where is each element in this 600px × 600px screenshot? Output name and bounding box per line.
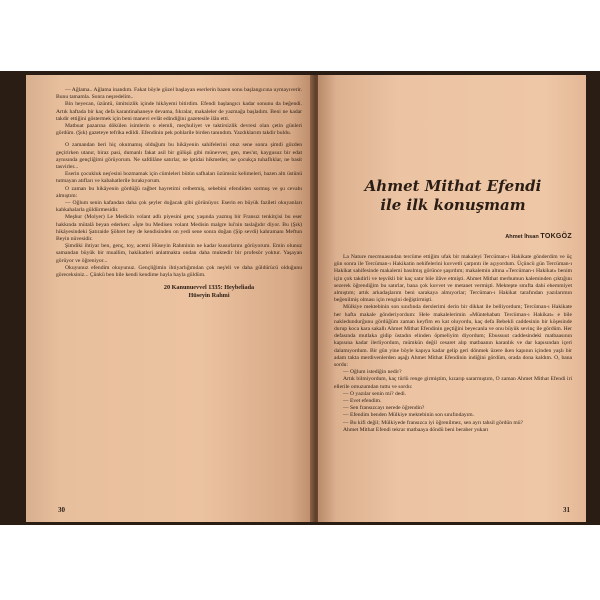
article-title-line-1: Ahmet Mithat Efendi (364, 177, 542, 195)
article-title-line-2: ile ilk konuşmam (380, 196, 526, 214)
paragraph: — O yazılar senin mi? dedi. (343, 390, 407, 397)
paragraph: — Evet efendim. (343, 398, 382, 405)
paragraph: — Efendim benden Mülkiye mektebinin son sınıfındayım. (343, 412, 474, 419)
page-number-right: 31 (563, 506, 570, 514)
paragraph: Mülkiye mektebinin son sınıfında derslerimi derin bir dikkat ile belliyordum; Tercüman-ı Hakikate her hafta makale gönderiyordum: Hele makalelerimin «Müntehabatı Tercüman-ı Hakikat» e bile nakledundurğunu gördüğüm zaman keyfim en kat oluyordu, kaç defa Bebekli caddesinin bir köşesinde durup koca kara sakallı Ahmet Mithat Efendinin geçtiğini beyecanla ve onu büyük sevinç ile gördüm. Her defasında mutlaka gidip üstadın elinden öpmeliyim diyordum; Ebussuut caddesindeki matbaasının kapısına kadar ilerliyordum, mümkün değil cesaret alıp matbaanın karanlık ve dar kapısından içeri dalamıyordum. Bir gün yine böyle kapıya kadar gelip geri dönmek üzere iken kapının içinden yaşlı bir adam takta merdivenlerden aşağı Ahmet Mithat Efendinin indiğini gördüm, orada dona kaldım. O, bana sordu: (334, 304, 572, 369)
left-page-upper-text (56, 87, 302, 137)
author-last-name: TOKGÖZ (540, 233, 572, 240)
paragraph: — Ağlama.. Ağlama inandım. Fakat böyle güzel başlayan eserlerin bazen sonu başlangıcına uymayıverir. Bunu tamamla. Sonra neşredelim.. (56, 87, 302, 101)
paragraph: Ahmet Mithat Efendi tekrar matbaaya döndü beni beraber yukarı (343, 426, 489, 433)
paragraph: — Bu kifi değil; Mülkiyede fransızca iyi öğrenilmez, sen ayrı tahsil gördün mü? (343, 419, 524, 426)
article-body (334, 254, 572, 434)
paragraph: O zamandan beri hiç okumamış olduğum bu hikâyenin sahifelerini otuz sene sonra şimdi gözden geçirirken utanır, biraz pasi, dumanlı fakat asil bir gülüşü gibi münevver, gen, mes'ut, kaygusuz bir edat aynısında gençliğimi görüyorum. Ne safdilâne satırlar, ne iptidai hikmetler, ne çocukça tuhaflıklar, ne basit tasvirler... (56, 142, 302, 171)
paragraph: — Oğlum istediğin nedir? (343, 369, 402, 376)
paragraph: O zaman bu hikâyenin gördüğü rağbet hayretimi celbetmiş, sebebini efendiden sormuş ve şu cevabı almıştım: (56, 185, 302, 199)
paragraph: Bin heyecan, üzüntü, ümitsizlik içinde hikâyemi bitirdim. Efendi başlangıcı kadar sonunu da beğendi. Artık haftada bir kaç defa karantinahaneye devama, fıkralar, makaleler de yazmağa başladım. Beni ne kadar takdir ettiğini göstermek için beni manevi evlât edindiğini gazetesile ilân etti. (56, 101, 302, 122)
article-title (334, 177, 572, 215)
paragraph: La Nature mecmuasından tercüme ettiğim ufak bir makaleyi Tercüman-ı Hakikate gönderdim ve üç gün sonra ile Tercüman-ı Hakikatin nehifelerini kuvvetli çarpıntı ile açıyordum. Üçüncü gün Tercüman-ı Hakikat sahifesinde makalemi basılmış görünce şaşırdım; makalemin altına «Tercüman-ı Hakikat» benim için çok takdirli ve teşvikli bir kaç satır bile ilâve etmişti. Ahmet Mithat merhumun kaleminden çıktığını sezerek öğrendiğim bu satırlar, bana çok kuvvet ve metanet vermişti. Mektepte smıfta dahi ehemmiyet almıştım; artık arkadaşlarım beni sarakaya almıyorlar; Tercüman-ı Hakikat tarafından yazılarımın beğenilmiş olması için rengini değiştirmişti. (334, 254, 572, 304)
paragraph: Eserin çocukluk neş'esini bozmamak için cümleleri bütün safhaları üzümsüz kelimeleri, bazen altı üstünü tutmayan atıfları ve kabahatlerile bırakıyorum. (56, 171, 302, 185)
author-first-name: Ahmet İhsan (505, 234, 539, 240)
signature-name: Hüseyin Rahmi (188, 292, 230, 300)
paragraph: Matbuat pazarına dökülen isimlerin o elemli, meçhuliyet ve taktirsizlik devresi olan çetin günleri gördüm. (Şık) gazeteye tefrika edildi. Efendinin pek pohlarile birden tanındım. Yazdıklarım takdir buldu. (56, 123, 302, 137)
left-page-lower-text (56, 142, 302, 279)
page-number-left: 30 (58, 506, 65, 514)
paragraph: Artık bilmiyordum, kaç türlü renge girmiştim, kızarıp sararmıştım, O zaman Ahmet Mithat Efendi iri ellerile omuzumdan tuttu ve sordu: (334, 376, 572, 390)
paragraph: — Oğlum senin kafandan daha çok şeyler doğacak gibi görünüyor. Eserin en büyük fazileti okuyanları kahkahalarla güldürmesidir. (56, 200, 302, 214)
signature-date: 20 Kanunuevvel 1335: Heybeliada (163, 284, 255, 292)
left-page (26, 75, 314, 522)
right-page (318, 75, 586, 522)
paragraph: Meşhur (Molyer) Le Medicin volant adlı piyesini genç yaşında yazmış bir Fransız tenkitçisi bu eser hakkında mütalâ beyan ederken: «İşte bu Medisen volant Medisin malgre lui'nin taslağıdır diyor. Bu (Şık) hikâyesindeki Şatıraide Şöhret bey de kendisinden on yedi sene sonra doğan (Şip sevdi) kahramanı Meftun Beyin nüvesidir. (56, 214, 302, 243)
article-author (334, 233, 572, 240)
paragraph: — Sen fransızcayı nerede öğrendin? (343, 405, 425, 412)
paragraph: Şimdiki ihtiyar ben, genç, toy, acemi Hüseyin Rahminin ne kadar kusurlarını görüyorum. Emin olunuz samandan büyük bir muallim, hakikatleri anlatmakta ondan daha muktedir bir profesör yoktur. Yaşayan görüyor ve öğreniyor... (56, 243, 302, 264)
paragraph: Okuyunuz efendim okuyunuz. Gençliğimin ihtiyarlığımdan çok neş'eli ve daha güldürücü olduğunu göreceksiniz... Çünkü ben bile kendi kendime hayla hayla güldüm. (56, 264, 302, 279)
